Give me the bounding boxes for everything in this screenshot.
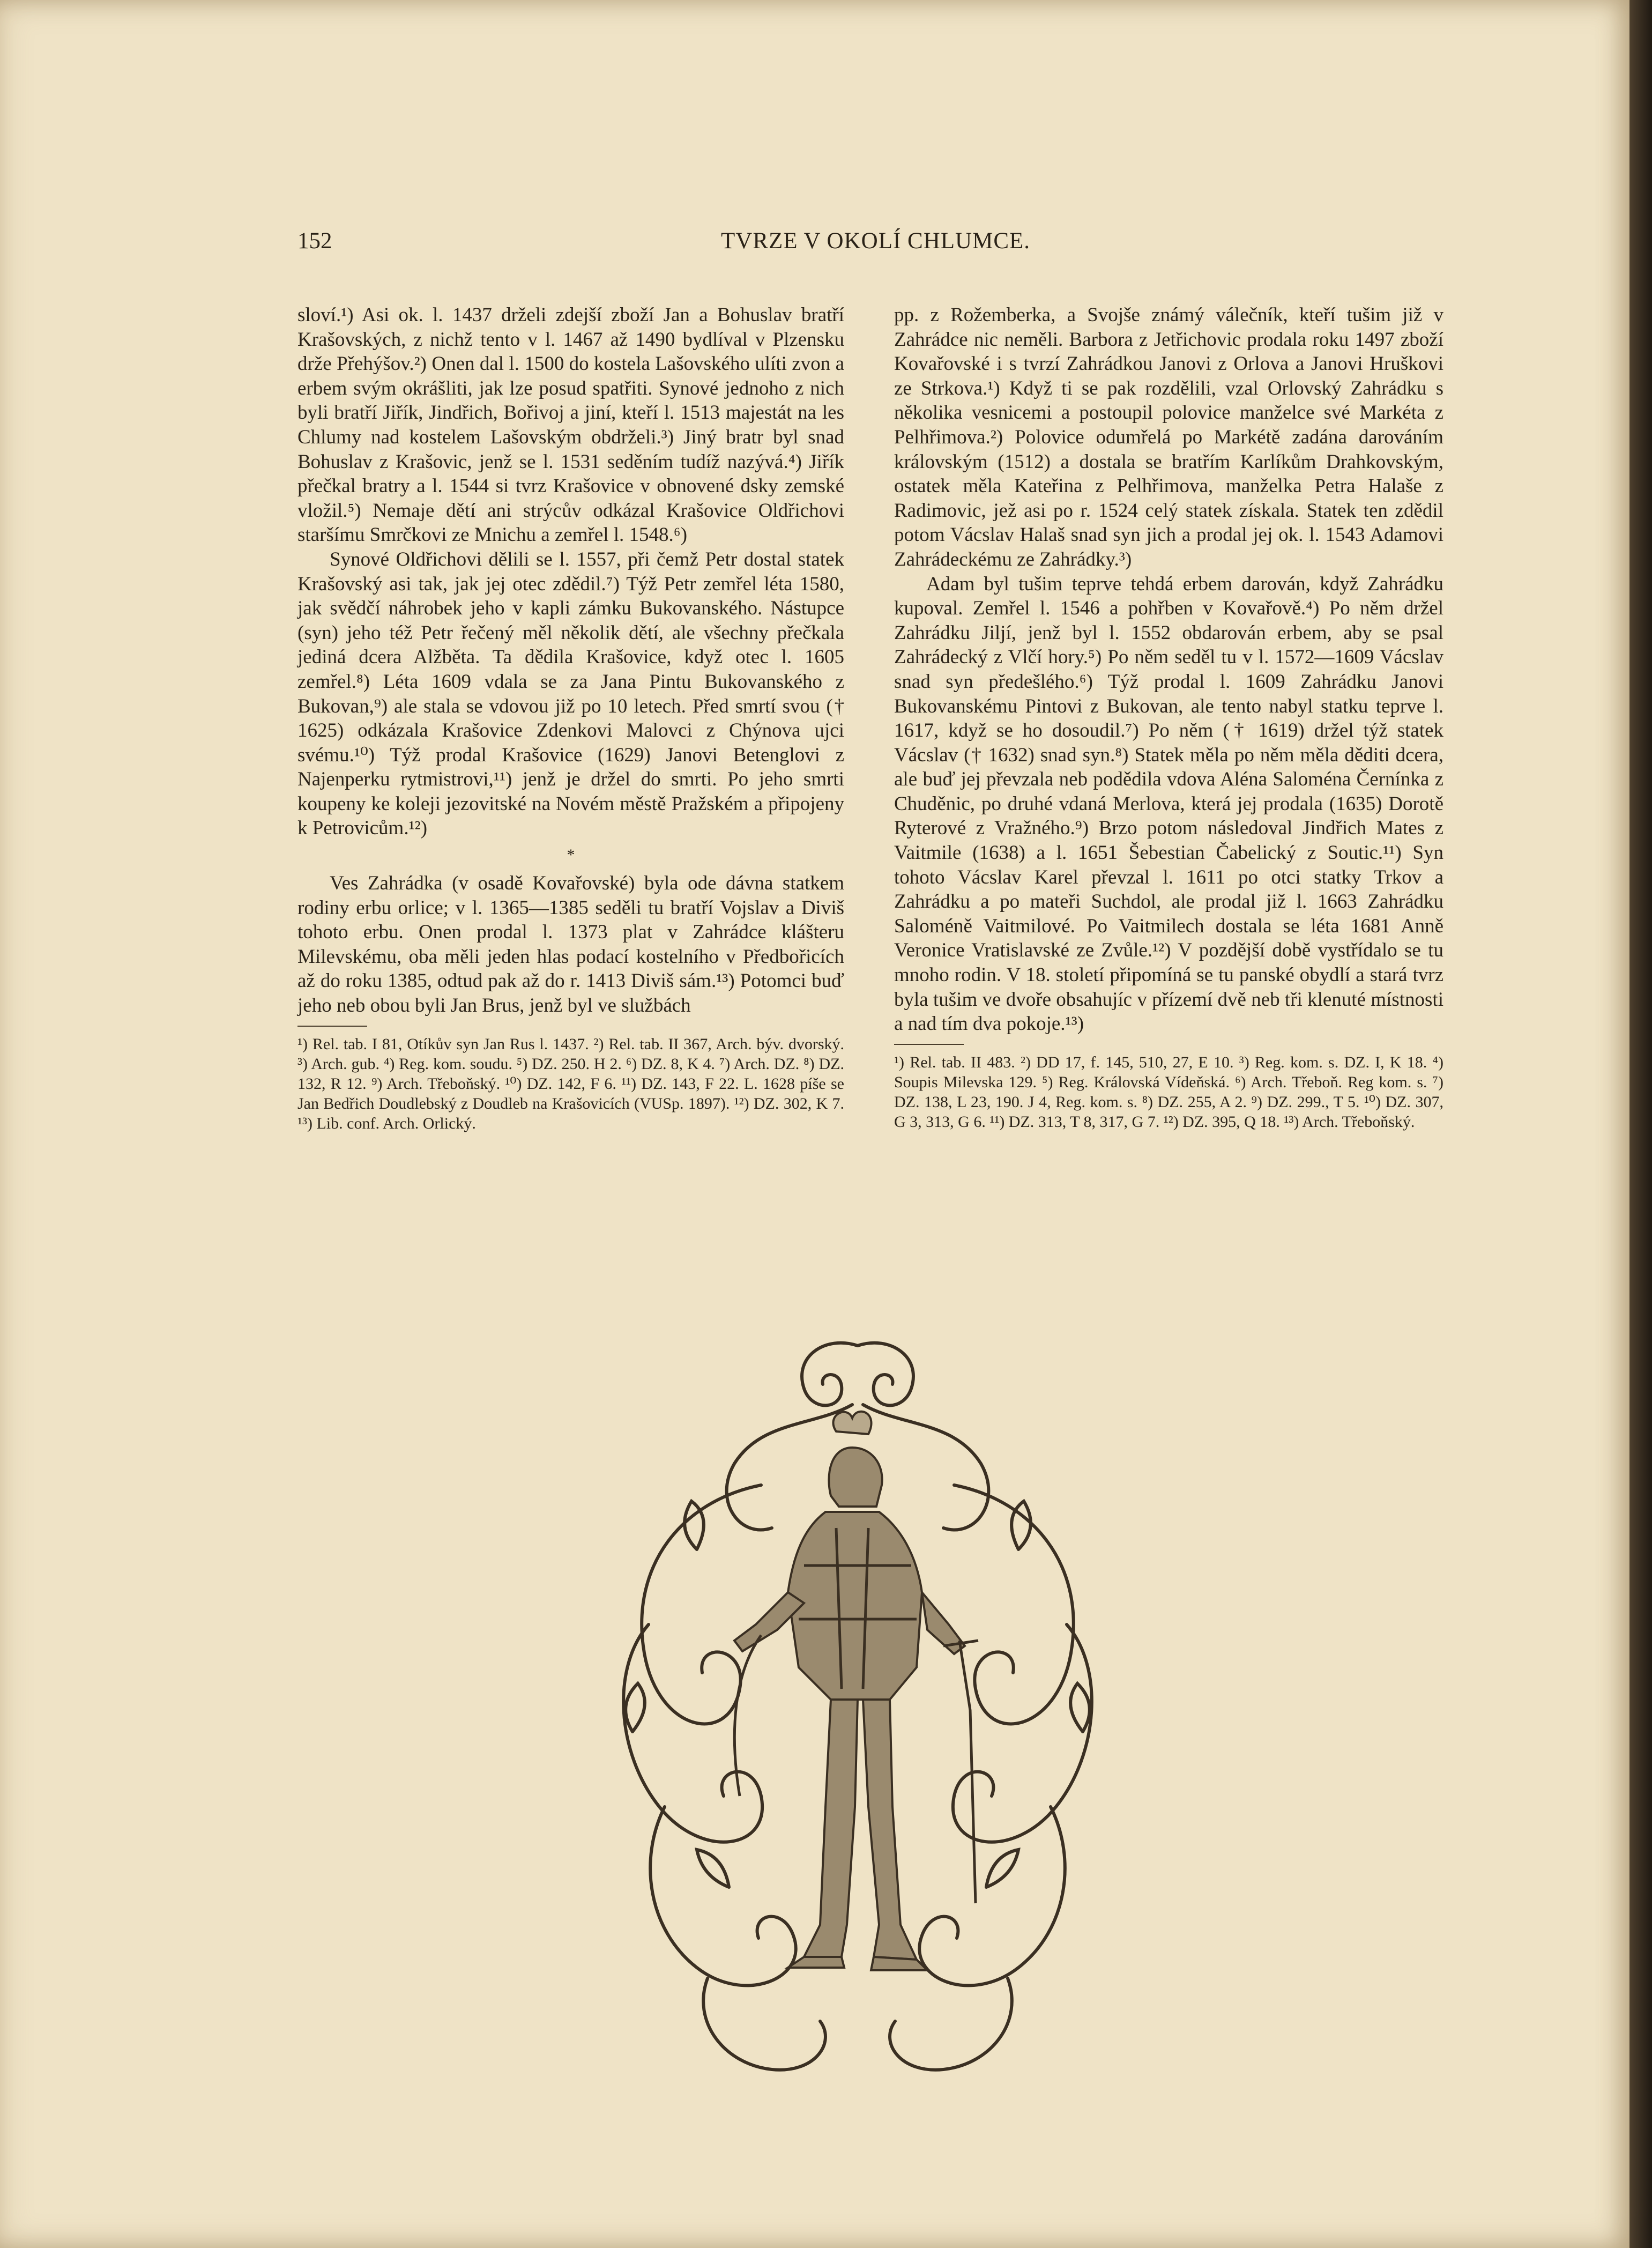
section-separator: * xyxy=(567,846,575,864)
page-number: 152 xyxy=(297,228,332,254)
paragraph: Adam byl tušim teprve tehdá erbem darován, když Zahrádku kupoval. Zemřel l. 1546 a pohřben v Kovařově.⁴) Po něm držel Zahrádku Jiljí, jenž byl l. 1552 obdarován erbem, aby se psal Zahrádecký z Vlčí hory.⁵) Po něm seděl tu v l. 1572—1609 Vácslav snad syn předešlého.⁶) Týž prodal l. 1609 Zahrádku Janovi Bukovanskému Pintovi z Bukovan, ale tento nabyl statku teprve l. 1617, když se ho dosoudil.⁷) Po něm († 1619) držel týž statek Vácslav († 1632) snad syn.⁸) Statek měla po něm měla děditi dcera, ale buď jej převzala neb podědila vdova Aléna Saloména Černínka z Chuděnic, po druhé vdaná Merlova, která jej prodala (1635) Dorotě Ryterové z Vražného.⁹) Brzo potom následoval Jindřich Mates z Vaitmile (1638) a l. 1651 Šebestian Čabelický z Soutic.¹¹) Syn tohoto Vácslav Karel převzal l. 1611 po otci statky Trkov a Zahrádku a po mateři Suchdol, ale prodal již l. 1663 Zahrádku Saloméně Vaitmilové. Po Vaitmilech dostala se léta 1681 Anně Veronice Vratislavské ze Zvůle.¹²) V pozdější době vystřídalo se tu mnoho rodin. V 18. století připomíná se tu panské obydlí a stará tvrz byla tušim ve dvoře obsahujíc v přízemí dvě neb tři klenuté místnosti a nad tím dva pokoje.¹³) xyxy=(894,573,1443,1035)
footnote-rule xyxy=(894,1044,964,1045)
left-column xyxy=(297,303,844,1133)
knight-in-armor-with-floral-ornament-icon xyxy=(600,1324,1115,2102)
right-column xyxy=(894,303,1443,1132)
book-spine xyxy=(1629,0,1652,2248)
footnotes: ¹) Rel. tab. II 483. ²) DD 17, f. 145, 510, 27, E 10. ³) Reg. kom. s. DZ. I, K 18. ⁴) Soupis Milevska 129. ⁵) Reg. Královská Vídeňská. ⁶) Arch. Třeboň. Reg kom. s. ⁷) DZ. 138, L 23, 190. J 4, Reg. kom. s. ⁸) DZ. 255, A 2. ⁹) DZ. 299., T 5. ¹⁰) DZ. 307, G 3, 313, G 6. ¹¹) DZ. 313, T 8, 317, G 7. ¹²) DZ. 395, Q 18. ¹³) Arch. Třeboňský. xyxy=(894,1053,1443,1131)
footnote-rule xyxy=(297,1026,367,1027)
running-title: TVRZE V OKOLÍ CHLUMCE. xyxy=(721,228,1031,254)
footnotes: ¹) Rel. tab. I 81, Otíkův syn Jan Rus l. 1437. ²) Rel. tab. II 367, Arch. býv. dvorský. ³) Arch. gub. ⁴) Reg. kom. soudu. ⁵) DZ. 250. H 2. ⁶) DZ. 8, K 4. ⁷) Arch. DZ. ⁸) DZ. 132, R 12. ⁹) Arch. Třeboňský. ¹⁰) DZ. 142, F 6. ¹¹) DZ. 143, F 22. L. 1628 píše se Jan Bedřich Doudlebský z Doudleb na Krašovicích (VUSp. 1897). ¹²) DZ. 302, K 7. ¹³) Lib. conf. Arch. Orlický. xyxy=(297,1035,844,1132)
page-header xyxy=(297,228,1064,260)
paragraph: Ves Zahrádka (v osadě Kovařovské) byla ode dávna statkem rodiny erbu orlice; v l. 1365—1385 seděli tu bratří Vojslav a Diviš tohoto erbu. Onen prodal l. 1373 plat v Zahrádce klášteru Milevskému, oba měli jeden hlas podací kostelního v Předbořicích až do roku 1385, odtud pak až do r. 1413 Diviš sám.¹³) Potomci buď jeho neb obou byli Jan Brus, jenž byl ve službách xyxy=(297,872,844,1017)
paragraph: Synové Oldřichovi dělili se l. 1557, při čemž Petr dostal statek Krašovský asi tak, jak jej otec zdědil.⁷) Týž Petr zemřel léta 1580, jak svědčí náhrobek jeho v kapli zámku Bukovanského. Nástupce (syn) jeho též Petr řečený měl několik dětí, ale všechny přečkala jediná dcera Alžběta. Ta dědila Krašovice, když otec l. 1605 zemřel.⁸) Léta 1609 vdala se za Jana Pintu Bukovanského z Bukovan,⁹) ale stala se vdovou již po 10 letech. Před smrtí svou († 1625) odkázala Krašovice Zdenkovi Malovci z Chýnova ujci svému.¹⁰) Týž prodal Krašovice (1629) Janovi Betenglovi z Najenperku rytmistrovi,¹¹) jenž je držel do smrti. Po jeho smrti koupeny ke koleji jezovitské na Novém městě Pražském a připojeny k Petrovicům.¹²) xyxy=(297,548,844,840)
paragraph: pp. z Rožemberka, a Svojše známý válečník, kteří tušim již v Zahrádce nic neměli. Barbora z Jetřichovic prodala roku 1497 zboží Kovařovské i s tvrzí Zahrádkou Janovi z Orlova a Janovi Hruškovi ze Strkova.¹) Když ti se pak rozdělili, vzal Orlovský Zahrádku s několika vesnicemi a postoupil polovice manželce své Markéta z Pelhřimova.²) Polovice odumřelá po Markétě zadána darováním královským (1512) a dostala se bratřím Karlíkům Drahkovským, ostatek měla Kateřina z Pelhřimova, manželka Petra Halaše z Radimovic, jež asi po r. 1524 celý statek získala. Statek ten zdědil potom Vácslav Halaš snad syn jich a prodal jej ok. l. 1543 Adamovi Zahrádeckému ze Zahrádky.³) xyxy=(894,304,1443,570)
paragraph: sloví.¹) Asi ok. l. 1437 drželi zdejší zboží Jan a Bohuslav bratří Krašovských, z nichž tento v l. 1467 až 1490 bydlíval v Plzensku drže Přehýšov.²) Onen dal l. 1500 do kostela Lašovského ulíti zvon a erbem svým okrášliti, jak lze posud spatřiti. Synové jednoho z nich byli bratří Jiřík, Jindřich, Bořivoj a jiní, kteří l. 1513 majestát na les Chlumy nad kostelem Lašovským obdrželi.³) Jiný bratr byl snad Bohuslav z Krašovic, jenž se l. 1531 seděním tudíž nazývá.⁴) Jiřík přečkal bratry a l. 1544 si tvrz Krašovice v obnovené dsky zemské vložil.⁵) Nemaje dětí ani strýcův odkázal Krašovice Oldřichovi staršímu Smrčkovi ze Mnichu a zemřel l. 1548.⁶) xyxy=(297,304,844,546)
